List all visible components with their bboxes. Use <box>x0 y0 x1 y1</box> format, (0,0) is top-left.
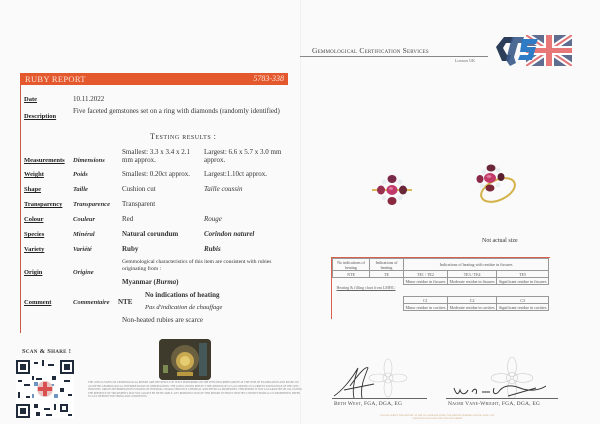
weight-smallest: Smallest: 0.20ct approx. <box>122 170 191 178</box>
variety-label-fr: Variété <box>73 246 92 253</box>
cavity-moderate: Moderate residue in cavities <box>447 304 496 311</box>
transparency-label-fr: Transparence <box>73 201 110 208</box>
transparency-value: Transparent <box>122 200 156 208</box>
date-label: Date <box>24 96 37 103</box>
lab-name: Gemmological Certification Services <box>312 46 429 55</box>
shape-value: Cushion cut <box>122 185 156 193</box>
description-value: Five faceted gemstones set on a ring with diamonds (randomly identified) <box>73 107 280 115</box>
header-heating-residue: Indications of heating with residue in fissures <box>404 259 549 271</box>
shape-label: Shape <box>24 186 41 193</box>
comment-value-fr: Pas d'indication de chauffage <box>145 304 223 311</box>
species-label-fr: Minéral <box>73 231 95 238</box>
comment-label-fr: Commentaire <box>73 299 110 306</box>
colour-value: Red <box>122 215 134 223</box>
code-te3-te4: TE3 / TE4 <box>447 271 496 278</box>
signer-2-name: Naomi Vane-Wright, FGA, DGA, EG <box>448 401 541 407</box>
lab-name-underline <box>300 56 488 57</box>
code-te5: TE5 <box>497 271 549 278</box>
signature-beth-west <box>330 362 390 402</box>
weight-label: Weight <box>24 171 44 178</box>
measurements-smallest: Smallest: 3.3 x 3.4 x 2.1 mm approx. <box>122 148 191 164</box>
measurements-label: Measurements <box>24 157 65 164</box>
signer-1-name: Beth West, FGA, DGA, EG <box>334 401 403 407</box>
origin-country: Myanmar ( <box>122 278 156 286</box>
comment-value: No indications of heating <box>145 291 220 299</box>
cavity-minor: Minor residue in cavities <box>404 304 448 311</box>
date-value: 10.11.2022 <box>73 95 105 103</box>
header-heating: Indications of heating <box>370 259 404 271</box>
ring-angle-view-image <box>468 160 518 205</box>
colour-label-fr: Couleur <box>73 216 96 223</box>
page-fold <box>300 0 301 424</box>
scan-share-title: Scan & Share ! <box>22 348 72 355</box>
origin-country-alt: Burma <box>155 278 177 286</box>
origin-note: Gemmological characteristics of this item are consistent with rubies originating from : <box>122 259 272 272</box>
testing-results-heading: Testing results : <box>150 132 217 141</box>
origin-value <box>122 278 178 286</box>
measurements-label-fr: Dimensions <box>73 157 105 164</box>
cavity-table <box>403 296 549 311</box>
variety-value-fr: Rubis <box>204 245 221 253</box>
code-te1-te2: TE1 / TE2 <box>404 271 448 278</box>
code-nte: NTE <box>333 271 370 278</box>
fissure-minor: Minor residue in fissures <box>404 278 448 285</box>
cavity-c3: C3 <box>497 297 549 304</box>
qr-code[interactable] <box>16 360 74 418</box>
origin-label-fr: Origine <box>73 269 94 276</box>
fissure-moderate: Moderate residue in fissures <box>447 278 496 285</box>
origin-label: Origin <box>24 269 43 276</box>
fissure-significant: Significant residue in fissures <box>497 278 549 285</box>
species-value: Natural corundum <box>122 230 179 238</box>
lab-location: London UK <box>455 58 476 63</box>
signature-line-1 <box>332 398 427 399</box>
cavity-significant: Significant residue in cavities <box>497 304 549 311</box>
security-hologram <box>159 339 211 380</box>
comment-code: NTE <box>118 298 133 306</box>
species-value-fr: Corindon naturel <box>204 230 255 238</box>
comment-note: Non-heated rubies are scarce <box>122 316 204 324</box>
report-number: 5783-338 <box>253 74 284 83</box>
report-header-bar <box>20 73 288 85</box>
ring-top-view-image <box>372 170 412 210</box>
description-label: Description <box>24 113 57 120</box>
verification-note: PLEASE VERIFY THIS REPORT AT THE GCS WEBSITE USING THE REPORT NUMBER AND QR CODE. ANY ALTERATION INVALIDATES THIS DOCUMENT. <box>380 414 495 420</box>
image-caption: Not actual size <box>482 238 518 244</box>
colour-label: Colour <box>24 216 44 223</box>
heating-table <box>332 258 549 285</box>
colour-value-fr: Rouge <box>204 215 222 223</box>
weight-label-fr: Poids <box>73 171 88 178</box>
cavity-c1: C1 <box>404 297 448 304</box>
header-no-heating: No indications of heating <box>333 259 370 271</box>
shape-label-fr: Taille <box>73 186 88 193</box>
shape-value-fr: Taille coussin <box>204 185 243 193</box>
code-te: TE <box>370 271 404 278</box>
weight-largest: Largest:1.10ct approx. <box>204 170 268 178</box>
cavity-c2: C2 <box>447 297 496 304</box>
signature-line-2 <box>446 398 558 399</box>
left-accent-rule <box>20 85 21 333</box>
heating-chart-label: Heating & filling chart from LMHC: <box>336 285 396 290</box>
gcs-logo-icon <box>492 33 574 68</box>
measurements-largest: Largest: 6.6 x 5.7 x 3.0 mm approx. <box>204 148 282 164</box>
species-label: Species <box>24 231 45 238</box>
variety-label: Variety <box>24 246 45 253</box>
report-title: RUBY REPORT <box>25 74 86 84</box>
disclaimer-text: THE CONCLUSIONS ON GEMMOLOGICAL REPORT ARE THE RESULT OF TESTS PERFORMED ON THE ITEM DESCRIBED ABOVE AT THE TIME OF EXAMINATION AND BASED ON ACCEPTED GEMMOLOGICAL INTERPRETATION OF OBSERVATIONS. THE CONCLUSIONS REFLECT THE OPINION OF GCS ACCORDING TO CURRENT KNOWLEDGE OF THE GEM INDUSTRY. ORIGIN DETERMINATION IS BASED ON INTERNAL CHARACTERISTICS, CHEMICAL AND PHYSICAL PROPERTIES. THIS REPORT IS NOT A GUARANTEE OR VALUATION. THE PRESENCE OF TREATMENTS MAY NOT ALWAYS BE DETECTABLE. ANY REPRODUCTION OF THIS REPORT WITHOUT WRITTEN CONSENT FROM GCS IS PROHIBITED. REFER TO GCS WEBSITE FOR TERMS AND CONDITIONS. <box>88 381 303 399</box>
transparency-label: Transparency <box>24 201 63 208</box>
origin-paren: ) <box>176 278 179 286</box>
comment-label: Comment <box>24 299 52 306</box>
variety-value: Ruby <box>122 245 139 253</box>
